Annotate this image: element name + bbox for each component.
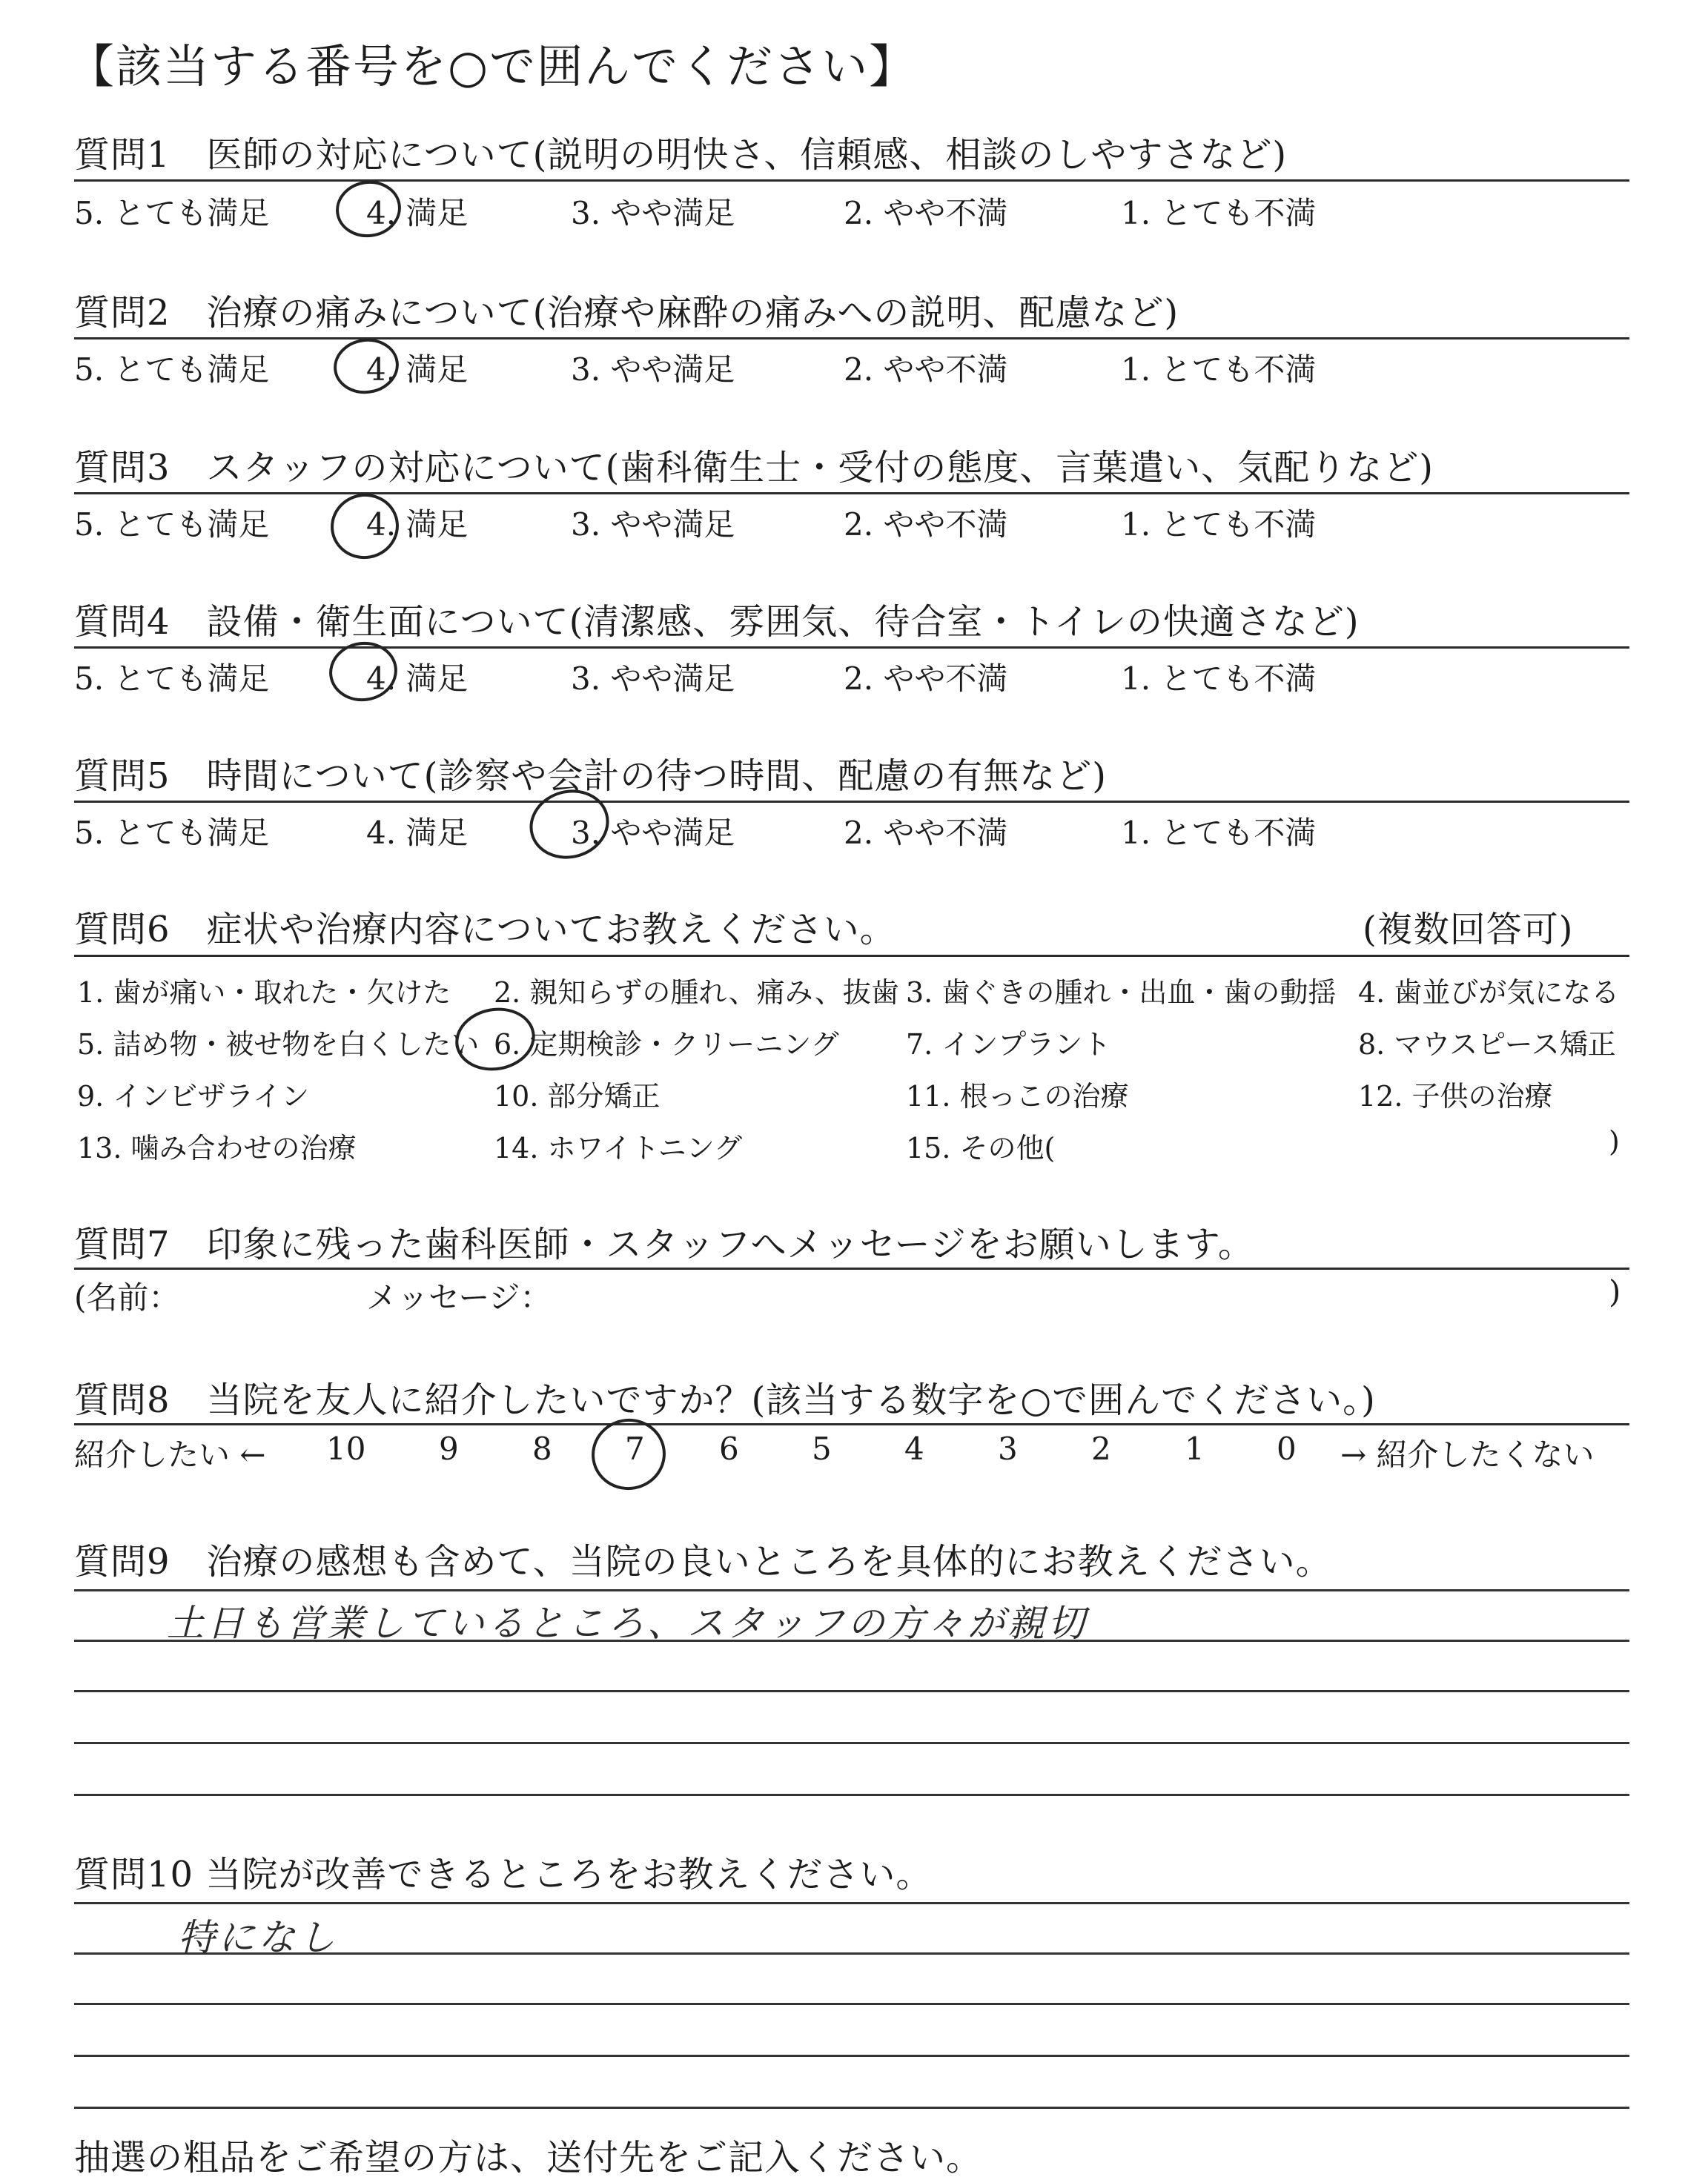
q6-option-14[interactable]: 14. ホワイトニング — [494, 1132, 743, 1164]
q8-left-label: 紹介したい ← — [74, 1437, 266, 1473]
q6-option-13[interactable]: 13. 噛み合わせの治療 — [77, 1132, 357, 1164]
q3-option-5[interactable]: 5. とても満足 — [74, 506, 270, 543]
q6-option-8[interactable]: 8. マウスピース矯正 — [1358, 1028, 1616, 1061]
q8-scale-5[interactable]: 5 — [812, 1431, 832, 1467]
q5-option-1[interactable]: 1. とても不満 — [1121, 815, 1317, 851]
q8-scale-7[interactable]: 7 — [625, 1431, 645, 1467]
q4-option-5[interactable]: 5. とても満足 — [74, 660, 270, 697]
q2-option-3[interactable]: 3. やや満足 — [571, 351, 735, 388]
q9-handwritten-answer[interactable]: 土日も営業しているところ、スタッフの方々が親切 — [167, 1602, 1088, 1645]
question-7-title: 質問7 印象に残った歯科医師・スタッフへメッセージをお願いします。 — [74, 1224, 1254, 1265]
question-10-title: 質問10 当院が改善できるところをお教えください。 — [74, 1854, 933, 1895]
q7-close: ) — [1609, 1273, 1621, 1310]
q5-option-5[interactable]: 5. とても満足 — [74, 815, 270, 851]
q8-scale-1[interactable]: 1 — [1185, 1431, 1205, 1467]
q7-message-label[interactable]: メッセージ： — [366, 1279, 552, 1316]
q7-name-label[interactable]: (名前： — [74, 1279, 180, 1316]
question-6-title: 質問6 症状や治療内容についてお教えください。 — [74, 909, 896, 950]
q1-option-1[interactable]: 1. とても不満 — [1121, 195, 1317, 231]
q1-option-5[interactable]: 5. とても満足 — [74, 195, 270, 231]
q8-scale-6[interactable]: 6 — [719, 1431, 739, 1467]
q6-option-3[interactable]: 3. 歯ぐきの腫れ・出血・歯の動揺 — [906, 976, 1337, 1009]
q8-scale-4[interactable]: 4 — [904, 1431, 924, 1467]
question-1-title: 質問1 医師の対応について(説明の明快さ、信頼感、相談のしやすさなど) — [74, 134, 1288, 176]
q6-option-4[interactable]: 4. 歯並びが気になる — [1358, 976, 1620, 1009]
q8-scale-0[interactable]: 0 — [1277, 1431, 1297, 1467]
q3-option-2[interactable]: 2. やや不満 — [844, 506, 1008, 543]
q2-option-5[interactable]: 5. とても満足 — [74, 351, 270, 388]
q6-option-1[interactable]: 1. 歯が痛い・取れた・欠けた — [77, 976, 451, 1009]
question-4-title: 質問4 設備・衛生面について(清潔感、雰囲気、待合室・トイレの快適さなど) — [74, 601, 1360, 643]
q6-option-12[interactable]: 12. 子供の治療 — [1358, 1080, 1553, 1113]
q8-scale-2[interactable]: 2 — [1091, 1431, 1111, 1467]
q2-option-1[interactable]: 1. とても不満 — [1121, 351, 1317, 388]
question-9-title: 質問9 治療の感想も含めて、当院の良いところを具体的にお教えください。 — [74, 1541, 1332, 1583]
q1-option-4[interactable]: 4. 満足 — [366, 195, 469, 231]
q6-option-10[interactable]: 10. 部分矯正 — [494, 1080, 661, 1113]
q10-handwritten-answer[interactable]: 特になし — [178, 1916, 338, 1959]
q6-option-7[interactable]: 7. インプラント — [906, 1028, 1111, 1061]
q6-option-15[interactable]: 15. その他( — [906, 1132, 1056, 1164]
q6-option-2[interactable]: 2. 親知らずの腫れ、痛み、抜歯 — [494, 976, 899, 1009]
q4-option-1[interactable]: 1. とても不満 — [1121, 660, 1317, 697]
question-8-title: 質問8 当院を友人に紹介したいですか？(該当する数字を○で囲んでください。) — [74, 1379, 1376, 1421]
q5-option-3[interactable]: 3. やや満足 — [571, 815, 735, 851]
q8-right-label: → 紹介したくない — [1340, 1437, 1595, 1473]
q8-scale-10[interactable]: 10 — [326, 1431, 366, 1467]
q3-option-1[interactable]: 1. とても不満 — [1121, 506, 1317, 543]
q5-option-4[interactable]: 4. 満足 — [366, 815, 469, 851]
q5-option-2[interactable]: 2. やや不満 — [844, 815, 1008, 851]
q2-option-2[interactable]: 2. やや不満 — [844, 351, 1008, 388]
question-3-title: 質問3 スタッフの対応について(歯科衛生士・受付の態度、言葉遣い、気配りなど) — [74, 447, 1434, 488]
q8-scale-8[interactable]: 8 — [532, 1431, 552, 1467]
form-title: 【該当する番号を○で囲んでください】 — [68, 39, 917, 93]
question-6-note: (複数回答可) — [1363, 909, 1574, 950]
q6-option-9[interactable]: 9. インビザライン — [77, 1080, 310, 1113]
q1-option-2[interactable]: 2. やや不満 — [844, 195, 1008, 231]
footer-cut-text: 抽選の粗品をご希望の方は、送付先をご記入ください。 — [74, 2137, 983, 2179]
question-2-title: 質問2 治療の痛みについて(治療や麻酔の痛みへの説明、配慮など) — [74, 292, 1179, 334]
q6-option-6[interactable]: 6. 定期検診・クリーニング — [494, 1028, 839, 1061]
q4-option-4[interactable]: 4. 満足 — [366, 660, 469, 697]
q4-option-2[interactable]: 2. やや不満 — [844, 660, 1008, 697]
q3-option-4[interactable]: 4. 満足 — [366, 506, 469, 543]
q8-scale-9[interactable]: 9 — [439, 1431, 459, 1467]
q2-option-4[interactable]: 4. 満足 — [366, 351, 469, 388]
q1-option-3[interactable]: 3. やや満足 — [571, 195, 735, 231]
q4-option-3[interactable]: 3. やや満足 — [571, 660, 735, 697]
question-5-title: 質問5 時間について(診察や会計の待つ時間、配慮の有無など) — [74, 755, 1108, 797]
q6-other-close: ) — [1609, 1125, 1620, 1158]
q6-option-5[interactable]: 5. 詰め物・被せ物を白くしたい — [77, 1028, 480, 1061]
q6-option-11[interactable]: 11. 根っこの治療 — [906, 1080, 1129, 1113]
q3-option-3[interactable]: 3. やや満足 — [571, 506, 735, 543]
q8-scale-3[interactable]: 3 — [998, 1431, 1018, 1467]
